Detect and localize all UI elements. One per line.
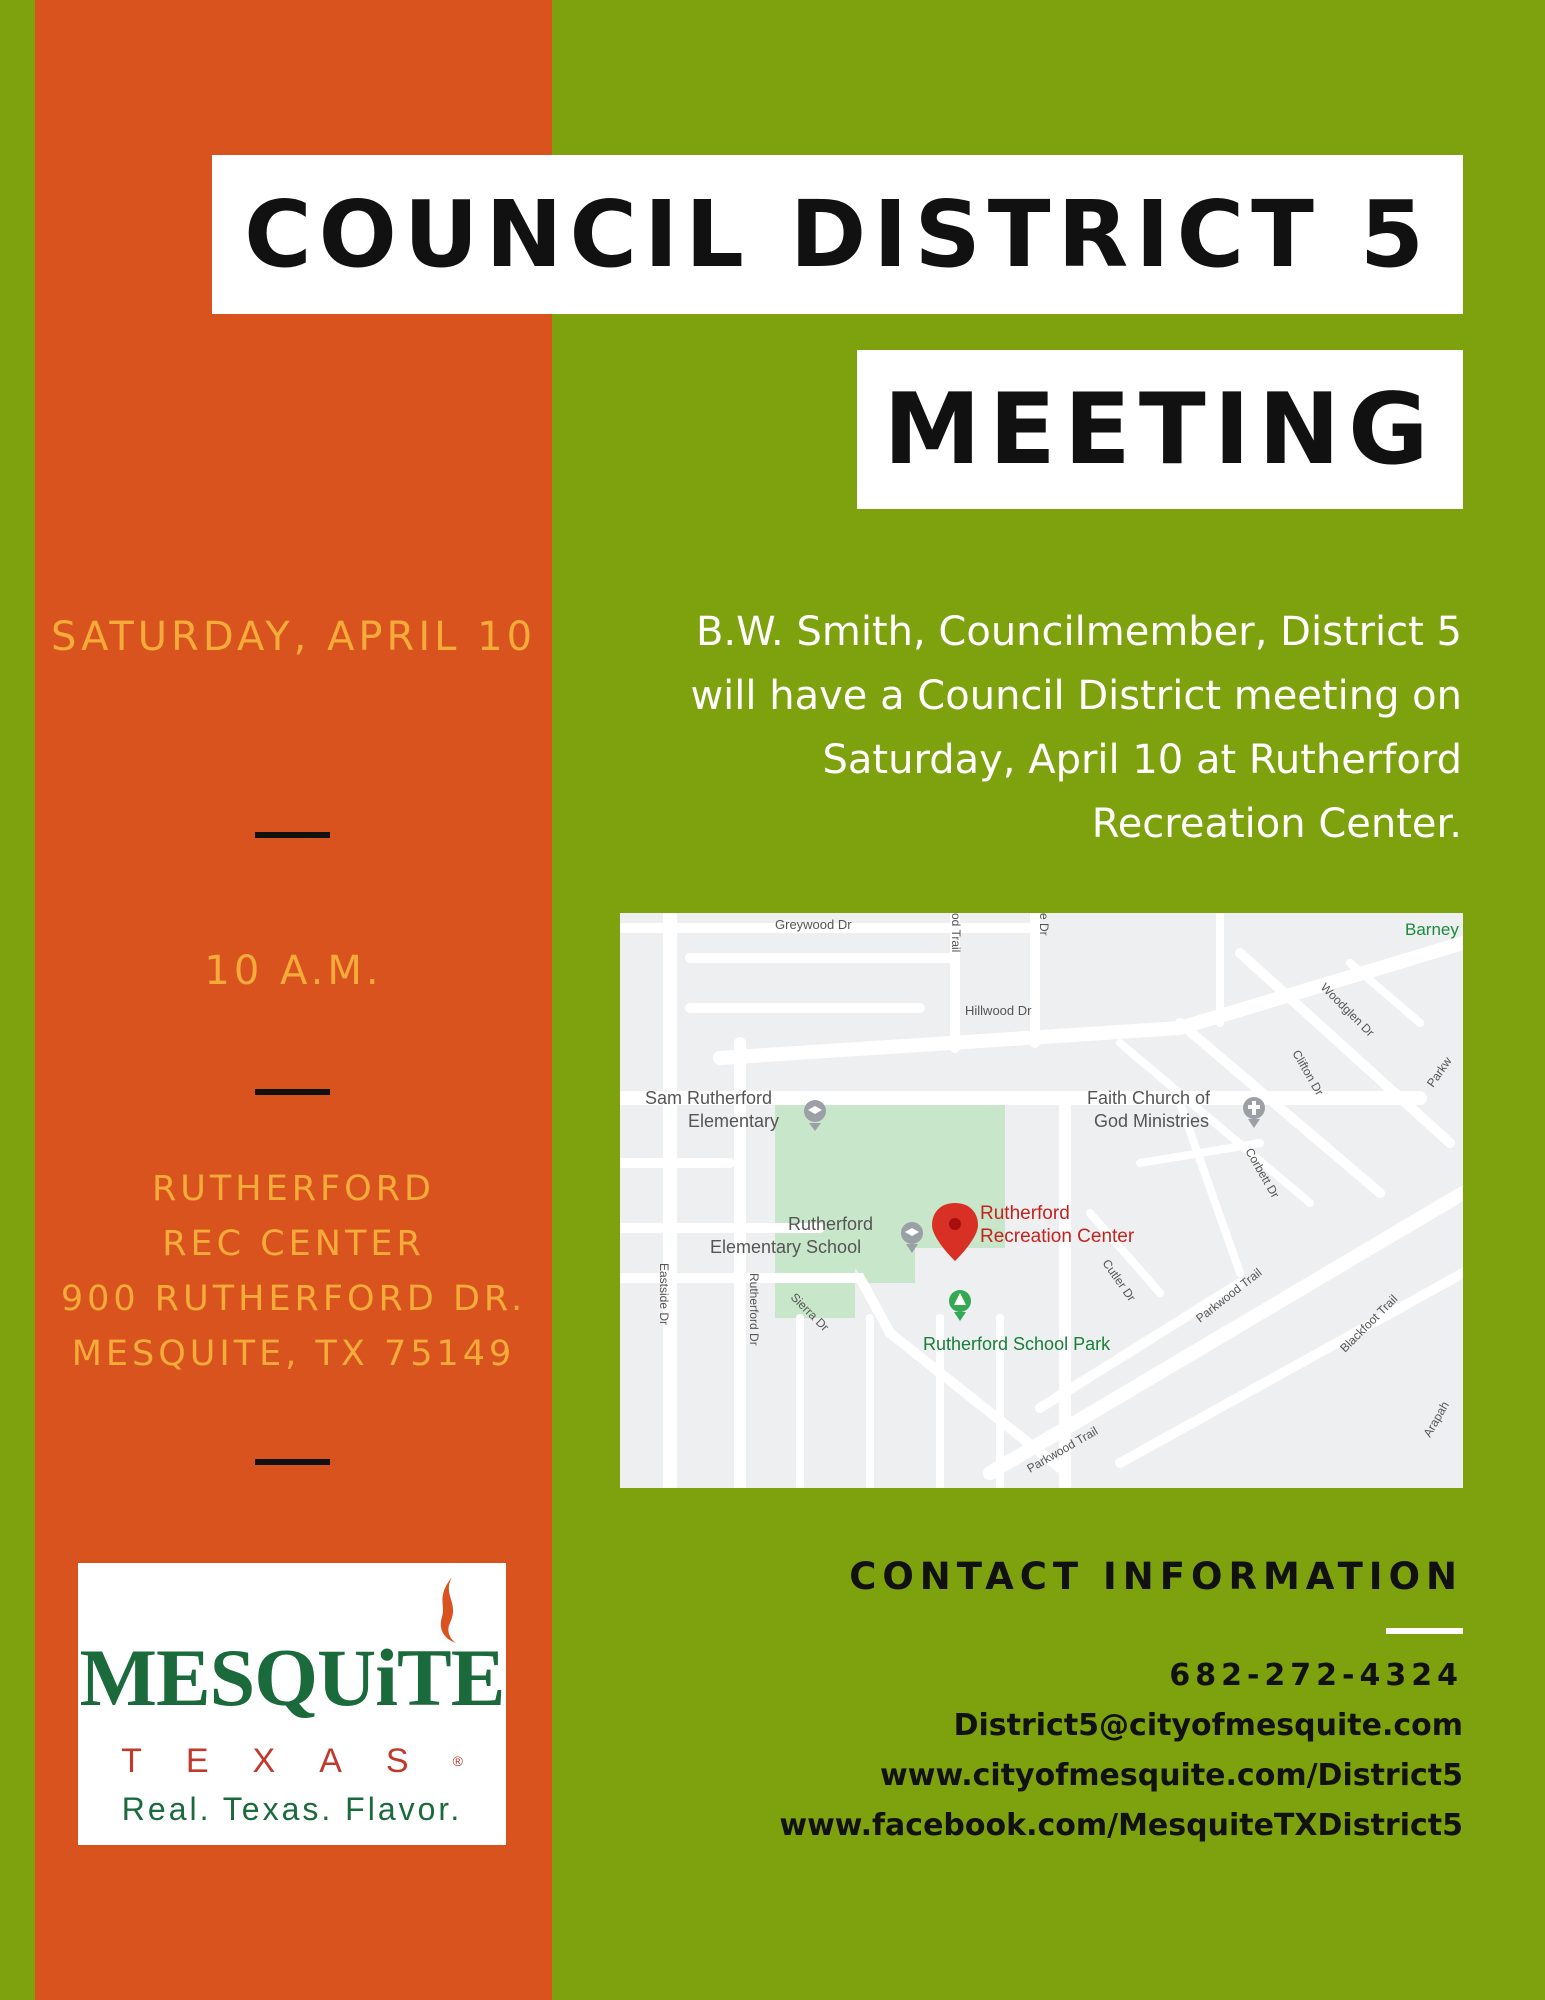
title-line-1: COUNCIL DISTRICT 5 xyxy=(212,155,1463,314)
dr-top-label: e Dr xyxy=(1037,913,1051,936)
logo-state xyxy=(92,1741,492,1781)
eastside-label: Eastside Dr xyxy=(657,1263,671,1326)
contact-email[interactable]: District5@cityofmesquite.com xyxy=(953,1708,1463,1743)
logo-state-text: TEXAS xyxy=(121,1742,453,1780)
faith-label-1: Faith Church of xyxy=(1087,1088,1211,1108)
faith-label-2: God Ministries xyxy=(1094,1111,1210,1131)
address-line-1: 900 RUTHERFORD DR. xyxy=(60,1279,527,1319)
logo-brand: MESQUiTE xyxy=(79,1632,505,1723)
elem-label-2: Elementary School xyxy=(710,1237,862,1257)
event-description: B.W. Smith, Councilmember, District 5 will have a Council District meeting on Saturday, April 10 at Rutherford Recreation Center. xyxy=(690,609,1462,847)
address-line-2: MESQUITE, TX 75149 xyxy=(71,1334,516,1374)
rutherford-dr-label: Rutherford Dr xyxy=(747,1273,761,1346)
rec-center-label-1: Rutherford xyxy=(980,1203,1070,1224)
sam-school-label-2: Elementary xyxy=(688,1111,780,1131)
sam-school-label-1: Sam Rutherford xyxy=(645,1088,773,1108)
park-label: Rutherford School Park xyxy=(923,1334,1111,1354)
greywood-label: Greywood Dr xyxy=(775,917,852,932)
event-time: 10 A.M. xyxy=(204,948,383,994)
registered-mark: ® xyxy=(452,1753,463,1769)
mesquite-logo xyxy=(78,1563,506,1845)
divider-3 xyxy=(255,1459,330,1465)
parkwood-label-2: Parkwood Trail xyxy=(1024,1423,1101,1476)
contact-website[interactable]: www.cityofmesquite.com/District5 xyxy=(880,1758,1463,1793)
event-address xyxy=(35,1162,552,1382)
venue-line-2: REC CENTER xyxy=(162,1224,425,1264)
event-date: SATURDAY, APRIL 10 xyxy=(50,614,537,660)
parkwood-label-1: Parkwood Trail xyxy=(1193,1265,1265,1326)
clifton-label: Clifton Dr xyxy=(1289,1047,1327,1098)
divider-1 xyxy=(255,832,330,838)
parkw-label: Parkw xyxy=(1423,1054,1455,1090)
barney-label: Barney xyxy=(1405,920,1459,939)
venue-line-1: RUTHERFORD xyxy=(151,1169,436,1209)
map-canvas xyxy=(620,913,1463,1488)
sierra-label: Sierra Dr xyxy=(787,1290,832,1335)
contact-facebook[interactable]: www.facebook.com/MesquiteTXDistrict5 xyxy=(779,1808,1463,1843)
location-map[interactable] xyxy=(620,913,1463,1488)
elem-label-1: Rutherford xyxy=(788,1214,874,1234)
woodglen-label: Woodglen Dr xyxy=(1317,980,1378,1040)
contact-heading: CONTACT INFORMATION xyxy=(849,1555,1463,1598)
title-line-2: MEETING xyxy=(857,350,1463,509)
contact-phone[interactable]: 682-272-4324 xyxy=(1169,1658,1463,1693)
contact-divider xyxy=(1386,1628,1463,1634)
logo-tagline: Real. Texas. Flavor. xyxy=(121,1791,463,1827)
cutler-label: Cutler Dr xyxy=(1099,1256,1139,1305)
trail-top-label: od Trail xyxy=(949,913,963,953)
corbett-label: Corbett Dr xyxy=(1242,1145,1283,1201)
rec-center-label-2: Recreation Center xyxy=(980,1226,1135,1247)
divider-2 xyxy=(255,1089,330,1095)
blackfoot-label: Blackfoot Trail xyxy=(1337,1291,1401,1356)
hillwood-label: Hillwood Dr xyxy=(965,1003,1032,1018)
arapaho-label: Arapah xyxy=(1420,1398,1452,1440)
